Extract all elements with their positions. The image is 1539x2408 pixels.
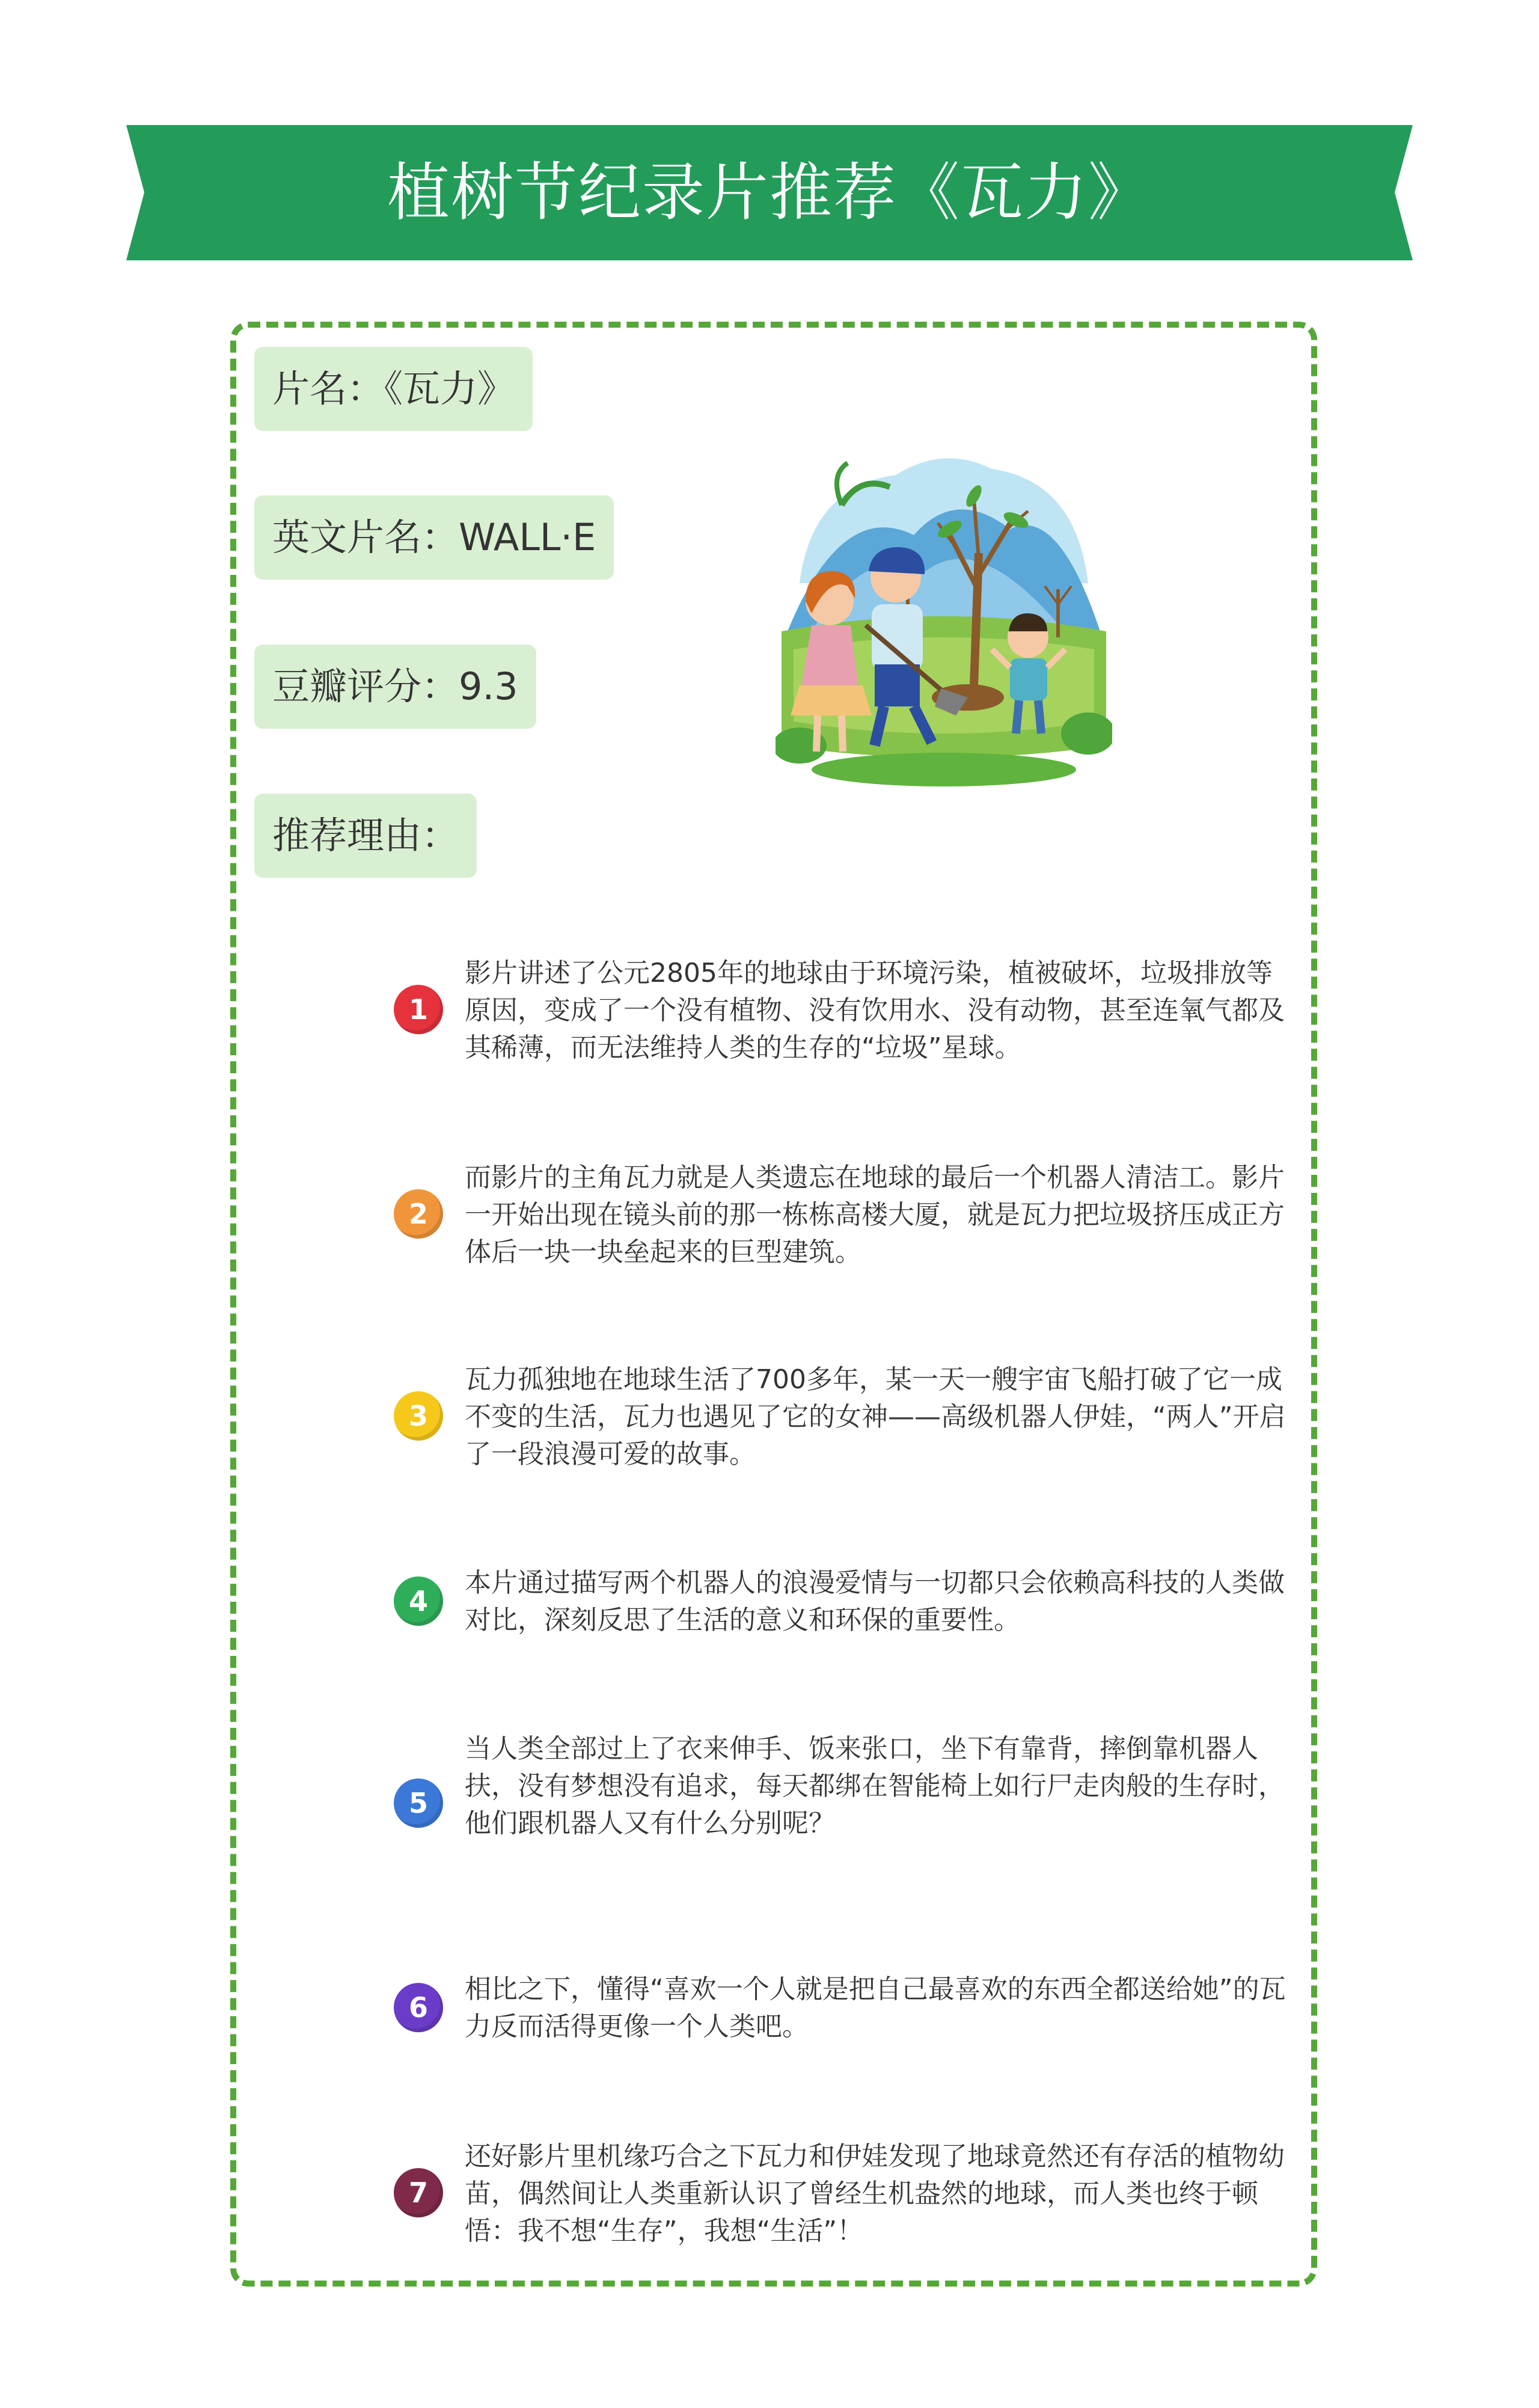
illustration-svg [776, 433, 1112, 794]
number-badge-1: 1 [394, 985, 443, 1034]
number-badge-4: 4 [394, 1576, 443, 1626]
reason-text-5: 当人类全部过上了衣来伸手、饭来张口，坐下有靠背，摔倒靠机器人扶，没有梦想没有追求，每天都绑在智能椅上如行尸走肉般的生存时，他们跟机器人又有什么分别呢？ [465, 1733, 1285, 1839]
number-badge-7: 7 [394, 2168, 443, 2217]
douban-rating-chip: 豆瓣评分：9.3 [254, 645, 536, 729]
english-name-chip: 英文片名：WALL·E [254, 495, 614, 580]
reason-text-6: 相比之下，懂得“喜欢一个人就是把自己最喜欢的东西全都送给她”的瓦力反而活得更像一个人类吧。 [465, 1974, 1286, 2042]
reason-text-4: 本片通过描写两个机器人的浪漫爱情与一切都只会依赖高科技的人类做对比，深刻反思了生活的意义和环保的重要性。 [465, 1567, 1285, 1635]
reason-heading-chip: 推荐理由： [254, 794, 477, 878]
number-badge-6: 6 [394, 1983, 443, 2032]
reason-text-7: 还好影片里机缘巧合之下瓦力和伊娃发现了地球竟然还有存活的植物幼苗，偶然间让人类重新认识了曾经生机盎然的地球，而人类也终于顿悟：我不想“生存”，我想“生活”！ [465, 2141, 1285, 2246]
family-planting-tree-illustration [776, 433, 1112, 796]
film-name-chip: 片名：《瓦力》 [254, 347, 533, 431]
reason-text-2: 而影片的主角瓦力就是人类遗忘在地球的最后一个机器人清洁工。影片一开始出现在镜头前的那一栋栋高楼大厦，就是瓦力把垃圾挤压成正方体后一块一块垒起来的巨型建筑。 [465, 1162, 1285, 1267]
number-badge-2: 2 [394, 1189, 443, 1239]
page-title: 植树节纪录片推荐《瓦力》 [387, 156, 1152, 229]
title-banner [126, 125, 1413, 260]
reason-text-3: 瓦力孤独地在地球生活了700多年，某一天一艘宇宙飞船打破了它一成不变的生活，瓦力也遇见了它的女神——高级机器人伊娃，“两人”开启了一段浪漫可爱的故事。 [465, 1364, 1286, 1469]
number-badge-3: 3 [394, 1391, 443, 1441]
number-badge-5: 5 [394, 1778, 443, 1828]
reason-text-1: 影片讲述了公元2805年的地球由于环境污染，植被破坏，垃圾排放等原因，变成了一个没有植物、没有饮用水、没有动物，甚至连氧气都及其稀薄，而无法维持人类的生存的“垃圾”星球。 [465, 958, 1285, 1063]
